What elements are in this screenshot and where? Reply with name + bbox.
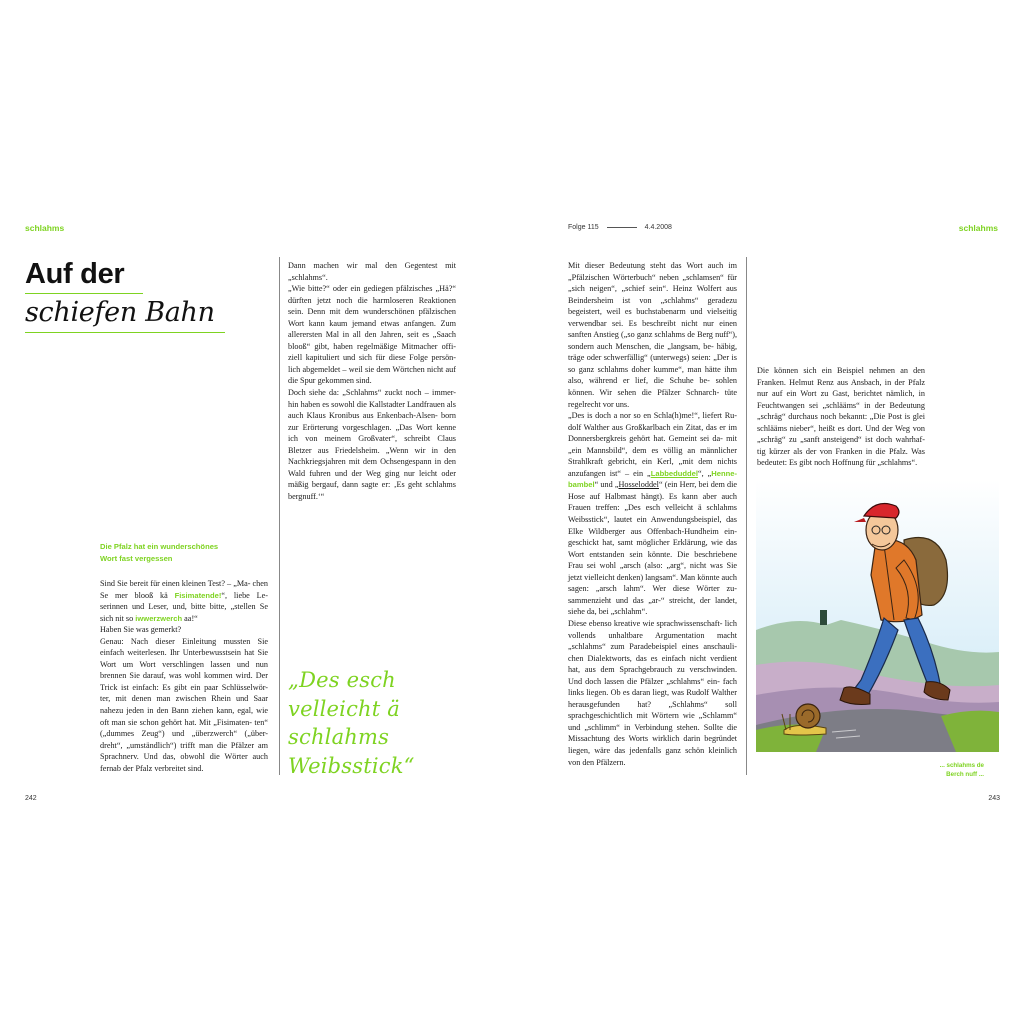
column-rule-right	[746, 257, 747, 775]
column-4	[757, 365, 925, 469]
column-3	[568, 260, 737, 768]
title-line-1: Auf der	[25, 258, 125, 290]
article-title	[25, 256, 230, 333]
underlined-hosseloddel: Hosseloddel	[618, 480, 659, 490]
series-number: Folge 115	[568, 224, 599, 231]
caption-line-2: Berch nuff ...	[946, 770, 984, 778]
illustration-caption	[900, 762, 984, 779]
subhead-line-2: Wort fast vergessen	[100, 554, 173, 563]
column-2	[288, 260, 456, 502]
col3-p2-text-d: “ (ein Herr, bei dem die Hose auf Halbmast hängt). Es kann aber auch Frauen treffen: „Des esch velleicht ä schlahms Weibsstick“, lautet ein Anwendungsbeispiel, das Elke Wildberger aus Offenbach-Hundheim ein- geschickt hat, samt möglicher Erklärung, wie das Wort entstanden sein könnte. Die beschriebene Frau sei wohl „arsch (also: „arg“, nicht was Sie jetzt vielleicht denken) langsam“. Man könnte auch sagen: „arsch lahm“. Wer diese Wörter zu- sammenzieht und das „ar-“ streicht, der landet, siehe da, bei „schlahm“.	[568, 480, 737, 617]
issue-date: 4.4.2008	[644, 224, 672, 231]
issue-meta	[568, 224, 672, 231]
page-number-left: 242	[25, 795, 37, 802]
highlight-labbeduddel: Labbeduddel	[650, 468, 698, 478]
column-1	[100, 578, 268, 774]
hiker-snail-drawing	[756, 480, 999, 752]
col3-p2-text-a: „Des is doch a nor so en Schla(h)me!“, liefert Ru- dolf Walther aus Großkarlbach ein Zitat, das er im Donnersbergkreis gehört hat. Gemeint sei da- mit „ein Mannsbild“, dem es völlig an männlicher Strahlkraft gebricht, ein Kerl, „mit dem nichts anzufangen ist“ – ein „	[568, 411, 737, 478]
pull-quote	[288, 666, 468, 780]
col4-paragraph-1: Die können sich ein Beispiel nehmen an den Franken. Helmut Renz aus Ansbach, in der Pfalz nur auf ein Wort zu Gast, berichtet nämlich, in Feuchtwangen sei „schlääms“ in der Bedeutung „schräg“ durchaus noch bekannt: „Die Post is glei schlääms nieber“, heißt es dort. Und der Weg von „schräg“ zu „sanft ansteigend“ ist doch wahrhaf- tig kürzer als der von Franken in die Pfalz. Was bedeutet: Es gibt noch Hoffnung für „schlahms“.	[757, 366, 925, 468]
highlight-hennebambel: Henne- bambel	[568, 468, 737, 490]
col1-paragraph-2: Haben Sie was gemerkt?	[100, 625, 182, 635]
col2-paragraph-2: „Wie bitte?“ oder ein gediegen pfälzisches „Hä?“ dürften jetzt noch die harmloseren Reaktionen sein. Denn mit dem wunderschönen pfälzischen Wort kann kaum jemand etwas anfangen. Zum allerersten Mal in all den Jahren, seit es „Saach blooß“ gibt, haben regelmäßige Mitmacher offi- ziell kapituliert und sich für diese Folge persön- lich abgemeldet – weil sie dem Wörtchen nicht auf die Spur gekommen sind.	[288, 284, 456, 386]
col3-paragraph-3: Diese ebenso kreative wie sprachwissenschaft- lich vollends unhaltbare Argumentation macht „schlahms“ zum Paradebeispiel eines anschauli- chen Dialektworts, das es einfach nicht verdient hat, aus dem Sprachgebrauch zu verschwinden. Und doch lassen die Pfälzer „schlahms“ ein- fach links liegen. Ob es daran liegt, was Rudolf Walther herausgefunden hat? „Schlahms“ soll sprachgeschichtlich mit Wörtern wie „Schlamm“ und „schlimm“ in Verbindung stehen. Sollte die Missachtung des Worts wirklich darin begründet liegen, wäre das jedenfalls ganz schön kleinlich von den Pfälzern.	[568, 618, 737, 767]
col1-p1-text-c: aa!“	[182, 613, 198, 623]
highlight-fisimatende: Fisimatende!	[174, 590, 222, 600]
section-label-right: schlahms	[958, 223, 998, 233]
col1-p1-text-a: Sind Sie bereit für einen kleinen Test? – „Ma- chen Se mer blooß kä	[100, 579, 268, 600]
pull-quote-line-1: „Des esch	[288, 668, 396, 692]
pull-quote-line-4: Weibsstick“	[288, 753, 415, 778]
subhead-line-1: Die Pfalz hat ein wunderschönes	[100, 542, 219, 551]
subheadline	[100, 541, 270, 565]
col3-p2-text-c: “ und „	[594, 480, 619, 490]
meta-rule	[607, 227, 637, 228]
col1-paragraph-1	[100, 578, 268, 624]
col2-paragraph-1: Dann machen wir mal den Gegentest mit „schlahms“.	[288, 261, 456, 282]
page-number-right: 243	[988, 795, 1000, 802]
title-rule-1	[25, 293, 143, 294]
col3-paragraph-2	[568, 410, 737, 618]
col1-p1-text-b: “, liebe Le- serinnen und Leser, und, bitte bitte, „stellen Se sich nit so	[100, 590, 268, 623]
highlight-iwwerzwerch: iwwerzwerch	[135, 613, 183, 623]
column-rule-left	[279, 257, 280, 775]
title-line-2: schiefen Bahn	[25, 297, 215, 328]
pull-quote-line-2: velleicht ä	[288, 696, 400, 721]
col2-paragraph-3: Doch siehe da: „Schlahms“ zuckt noch – immer- hin haben es sowohl die Kallstadter Landfrauen als auch Klaus Kronibus aus Enkenbach-Alsen- born zur Erörterung vorgeschlagen. „Das Wort kenne ich von meinem Großvater“, schreibt Claus Bletzer aus Friedelsheim. „Wenn wir in den Nachkriegsjahren mit dem Ochsengespann in den Wald fuhren und der Weg ging nur leicht oder mäßig bergauf, dann sagte er: ‚Es geht schlahms bergnuff.‘“	[288, 388, 456, 501]
caption-line-1: ... schlahms de	[939, 762, 984, 769]
col3-paragraph-1: Mit dieser Bedeutung steht das Wort auch im „Pfälzischen Wörterbuch“ neben „schlamsen“ für „sich neigen“, „schief sein“. Heinz Wolfert aus Beindersheim ist von „schlahms“ geradezu begeistert, weil es buchstabenarm und vielseitig verwendbar sei. Es beschreibt nicht nur einen sanften Anstieg („so ganz schlahms de Berg nuff“), sondern auch Menschen, die „langsam, be- häbig, träge oder schwerfällig“ (unterwegs) seien: „Der is so ganz schlahms doher kumme“, man hätte ihm also, während er lief, die Schuhe be- sohlen können. Wir sehen die Pfälzer Schnarch- tüte regelrecht vor uns.	[568, 261, 737, 409]
col1-paragraph-3: Genau: Nach dieser Einleitung mussten Sie einfach weiterlesen. Ihr Unterbewusstsein hat Sie Wort um Wort verschlingen lassen und nun brennen Sie darauf, was wohl kommen wird. Der Trick ist einfach: Es gibt ein paar Schlüsselwör- ter, mit denen man zwischen Rhein und Saar nahezu jeden in den Bann ziehen kann, egal, wie oft man sie schon gehört hat. Mit „Fisimaten- ten“ („dummes Zeug“) und „überzwerch“ („über- dreht“, „umständlich“) trifft man die Pfälzer am Sprachnerv. Und das, obwohl die Wörter auch fernab der Pfalz verbreitet sind.	[100, 636, 268, 773]
section-label-left: schlahms	[25, 223, 65, 233]
pull-quote-line-3: schlahms	[288, 725, 390, 749]
col3-p2-text-b: “, „	[697, 468, 712, 478]
title-rule-2	[25, 332, 225, 333]
cartoon-illustration	[756, 480, 999, 752]
